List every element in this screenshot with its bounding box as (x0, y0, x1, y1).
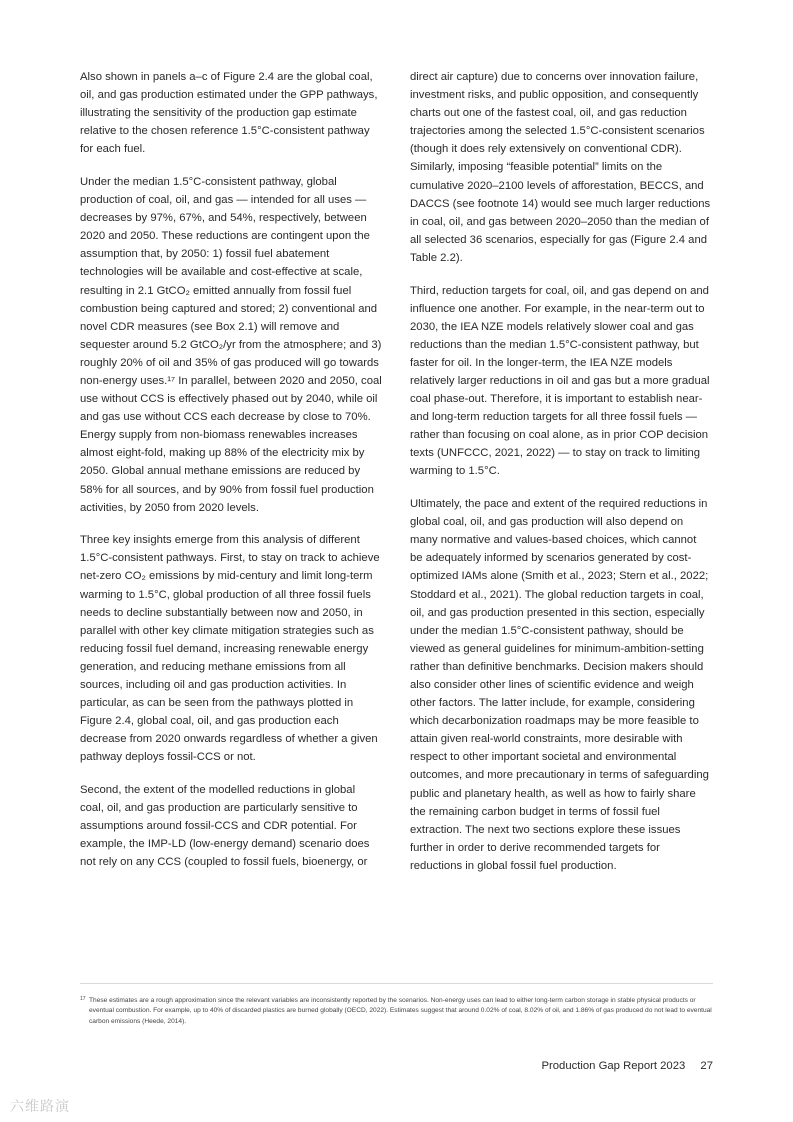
paragraph: Under the median 1.5°C-consistent pathway, global production of coal, oil, and gas — intended for all uses — decreases by 97%, 67%, and 54%, respectively, between 2020 and 2050. These reductions are contingent upon the assumption that, by 2050: 1) fossil fuel abatement technologies will be available and cost-effective at scale, resulting in 2.1 GtCO₂ emitted annually from fossil fuel combustion being captured and stored; 2) conventional and novel CDR measures (see Box 2.1) will remove and sequester around 5.2 GtCO₂/yr from the atmosphere; and 3) roughly 20% of oil and 35% of gas produced will go towards non-energy uses.¹⁷ In parallel, between 2020 and 2050, coal use without CCS is effectively phased out by 2040, while oil and gas use without CCS each decrease by close to 70%. Energy supply from non-biomass renewables increases almost eight-fold, making up 88% of the electricity mix by 2050. Global annual methane emissions are reduced by 58% for all sources, and by 90% from fossil fuel production activities, by 2050 from 2020 levels. (80, 175, 382, 514)
right-column (410, 68, 712, 890)
page-number: 27 (700, 1060, 713, 1072)
paragraph: Ultimately, the pace and extent of the required reductions in global coal, oil, and gas production will also depend on many normative and values-based choices, which cannot be adequately informed by scenarios generated by cost-optimized IAMs alone (Smith et al., 2023; Stern et al., 2022; Stoddard et al., 2021). The global reduction targets in coal, oil, and gas production presented in this section, especially under the median 1.5°C-consistent pathway, should be viewed as general guidelines for minimum-ambition-setting rather than definitive benchmarks. Decision makers should also consider other lines of scientific evidence and weigh other factors. The latter include, for example, considering which decarbonization roadmaps may be more feasible to attain given real-world constraints, more desirable with respect to other important societal and environmental outcomes, and more precautionary in terms of safeguarding public and planetary health, as well as how to fairly share the remaining carbon budget in terms of fossil fuel extraction. The next two sections explore these issues further in order to derive recommended targets for reductions in global fossil fuel production. (410, 498, 709, 872)
page-footer (541, 1060, 713, 1072)
footnote-divider (80, 983, 713, 984)
paragraph: Three key insights emerge from this analysis of different 1.5°C-consistent pathways. First, to stay on track to achieve net-zero CO₂ emissions by mid-century and limit long-term warming to 1.5°C, global production of all three fossil fuels needs to decline substantially between now and 2050, in parallel with other key climate mitigation strategies such as reducing fossil fuel demand, increasing renewable energy generation, and reducing methane emissions from all sources, including oil and gas production activities. In particular, as can be seen from the pathways plotted in Figure 2.4, global coal, oil, and gas production each decrease from 2020 onwards regardless of whether a given pathway deploys fossil-CCS or not. (80, 534, 380, 764)
paragraph: direct air capture) due to concerns over innovation failure, investment risks, and public opposition, and consequently charts out one of the fastest coal, oil, and gas reduction trajectories among the selected 1.5°C-consistent scenarios (though it does rely extensively on conventional CDR). Similarly, imposing “feasible potential” limits on the cumulative 2020–2100 levels of afforestation, BECCS, and DACCS (see footnote 14) would see much larger reductions in coal, oil, and gas between 2020–2050 than the median of all selected 36 scenarios, especially for gas (Figure 2.4 and Table 2.2). (410, 71, 711, 264)
footnote (80, 996, 713, 1027)
left-column (80, 68, 382, 886)
footnote-text: These estimates are a rough approximation since the relevant variables are inconsistently reported by the scenarios. Non-energy uses can lead to either long-term carbon storage in stable physical products or eventual combustion. For example, up to 40% of discarded plastics are burned globally (OECD, 2022). Estimates suggest that around 0.02% of coal, 8.02% of oil, and 1.86% of gas produced do not lead to eventual carbon emissions (Heede, 2014). (89, 997, 712, 1025)
paragraph: Also shown in panels a–c of Figure 2.4 are the global coal, oil, and gas production estimated under the GPP pathways, illustrating the sensitivity of the production gap estimate relative to the chosen reference 1.5°C-consistent pathway for each fuel. (80, 71, 378, 156)
footnote-number: 17 (80, 996, 86, 1002)
paragraph: Second, the extent of the modelled reductions in global coal, oil, and gas production are particularly sensitive to assumptions around fossil-CCS and CDR potential. For example, the IMP-LD (low-energy demand) scenario does not rely on any CCS (coupled to fossil fuels, bioenergy, or (80, 783, 370, 869)
report-title: Production Gap Report 2023 (541, 1060, 686, 1072)
watermark: 六维路演 (10, 1098, 70, 1114)
paragraph: Third, reduction targets for coal, oil, and gas depend on and influence one another. For example, in the near-term out to 2030, the IEA NZE models relatively slower coal and gas reductions than the median 1.5°C-consistent pathway, but faster for oil. In the longer-term, the IEA NZE models relatively larger reductions in oil and gas but a more gradual coal phase-out. Therefore, it is important to establish near- and long-term reduction targets for all three fossil fuels — rather than focusing on coal alone, as in prior COP decision texts (UNFCCC, 2021, 2022) — to stay on track to limiting warming to 1.5°C. (410, 284, 710, 478)
